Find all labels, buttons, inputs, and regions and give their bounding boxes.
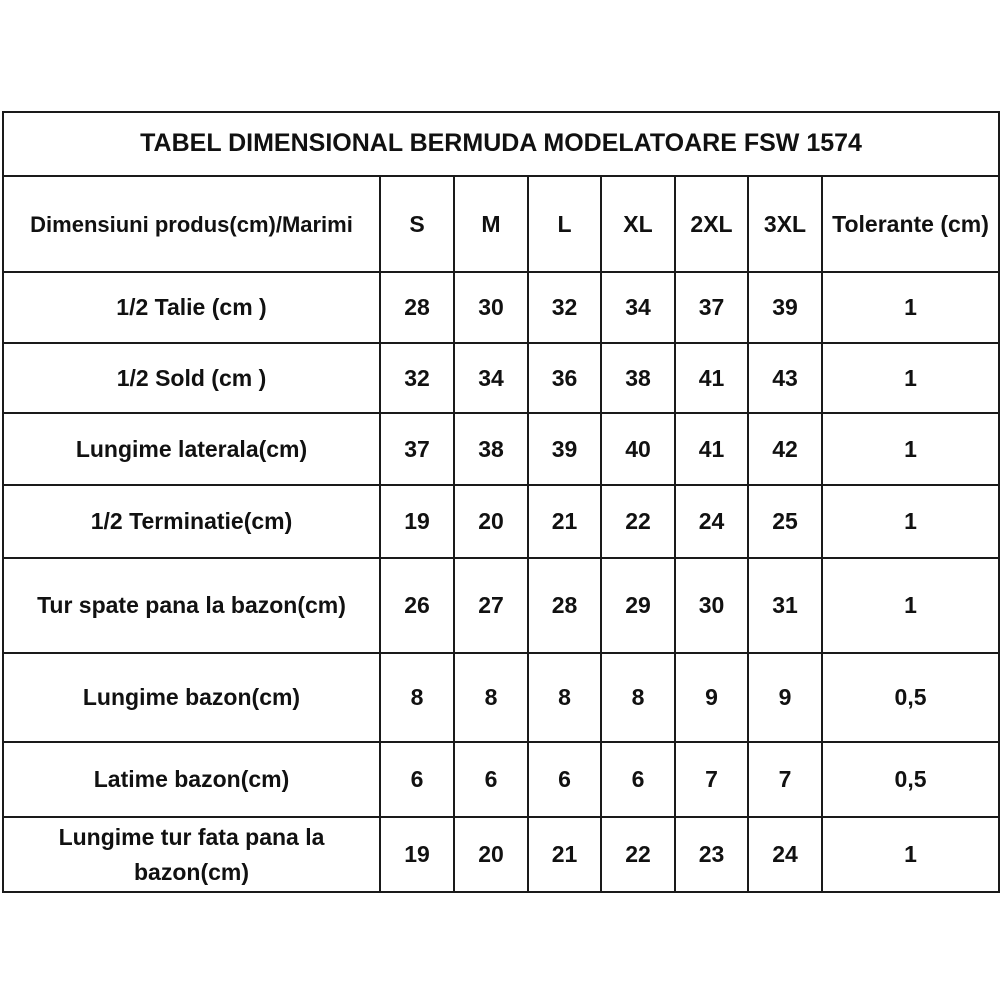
size-value: 36 [528,343,601,413]
size-value: 40 [601,413,675,485]
size-value: 38 [454,413,528,485]
size-header-xl: XL [601,176,675,272]
row-label: Latime bazon(cm) [3,742,380,817]
size-value: 27 [454,558,528,653]
size-value: 8 [528,653,601,742]
tolerance-value: 0,5 [822,653,999,742]
row-label: 1/2 Talie (cm ) [3,272,380,343]
size-value: 24 [748,817,822,892]
tolerance-value: 1 [822,558,999,653]
size-value: 9 [748,653,822,742]
row-label: Lungime laterala(cm) [3,413,380,485]
size-value: 6 [454,742,528,817]
size-value: 34 [601,272,675,343]
size-value: 42 [748,413,822,485]
size-chart-table [2,111,1000,893]
size-value: 38 [601,343,675,413]
size-value: 41 [675,413,748,485]
table-row [3,558,999,653]
size-value: 34 [454,343,528,413]
tolerance-value: 1 [822,413,999,485]
table-row [3,742,999,817]
size-header-s: S [380,176,454,272]
size-value: 39 [528,413,601,485]
tolerance-value: 0,5 [822,742,999,817]
size-header-3xl: 3XL [748,176,822,272]
size-value: 8 [454,653,528,742]
size-value: 32 [380,343,454,413]
size-value: 6 [380,742,454,817]
size-value: 23 [675,817,748,892]
size-value: 21 [528,817,601,892]
tolerance-header: Tolerante (cm) [822,176,999,272]
header-label: Dimensiuni produs(cm)/Marimi [3,176,380,272]
table-title: TABEL DIMENSIONAL BERMUDA MODELATOARE FSW 1574 [3,112,999,176]
size-value: 19 [380,485,454,558]
size-value: 9 [675,653,748,742]
size-header-2xl: 2XL [675,176,748,272]
tolerance-value: 1 [822,485,999,558]
title-row [3,112,999,176]
row-label: 1/2 Terminatie(cm) [3,485,380,558]
size-value: 31 [748,558,822,653]
table-row [3,817,999,892]
size-value: 8 [380,653,454,742]
size-value: 7 [748,742,822,817]
size-value: 29 [601,558,675,653]
size-value: 32 [528,272,601,343]
size-value: 19 [380,817,454,892]
size-value: 6 [601,742,675,817]
size-value: 30 [675,558,748,653]
size-value: 20 [454,485,528,558]
row-label: Lungime tur fata pana la bazon(cm) [3,817,380,892]
size-header-l: L [528,176,601,272]
size-value: 22 [601,817,675,892]
size-value: 28 [528,558,601,653]
size-value: 41 [675,343,748,413]
size-value: 25 [748,485,822,558]
size-value: 39 [748,272,822,343]
size-value: 30 [454,272,528,343]
table-row [3,413,999,485]
size-value: 22 [601,485,675,558]
table-row [3,272,999,343]
table-row [3,653,999,742]
size-value: 20 [454,817,528,892]
row-label: 1/2 Sold (cm ) [3,343,380,413]
size-value: 43 [748,343,822,413]
size-value: 24 [675,485,748,558]
size-value: 26 [380,558,454,653]
size-value: 7 [675,742,748,817]
row-label: Lungime bazon(cm) [3,653,380,742]
size-value: 37 [380,413,454,485]
tolerance-value: 1 [822,272,999,343]
tolerance-value: 1 [822,817,999,892]
size-value: 37 [675,272,748,343]
size-value: 21 [528,485,601,558]
table-row [3,485,999,558]
size-value: 28 [380,272,454,343]
table-row [3,343,999,413]
size-header-m: M [454,176,528,272]
header-row [3,176,999,272]
row-label: Tur spate pana la bazon(cm) [3,558,380,653]
tolerance-value: 1 [822,343,999,413]
size-value: 6 [528,742,601,817]
size-value: 8 [601,653,675,742]
